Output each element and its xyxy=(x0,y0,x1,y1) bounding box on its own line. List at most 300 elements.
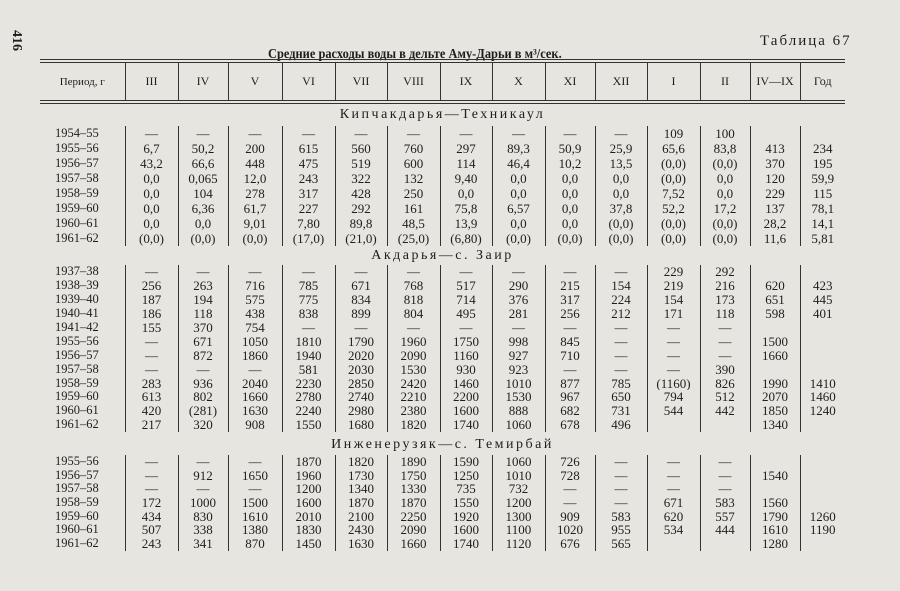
value-cell: — xyxy=(492,321,545,335)
value-cell xyxy=(750,362,800,376)
value-cell xyxy=(800,496,845,510)
value-cell: 420 xyxy=(125,404,178,418)
value-cell: 1850 xyxy=(750,404,800,418)
value-cell: 581 xyxy=(282,362,335,376)
column-header: IX xyxy=(440,61,492,102)
value-cell: 650 xyxy=(595,390,647,404)
value-cell: 1820 xyxy=(335,455,387,469)
value-cell: 50,2 xyxy=(178,141,228,156)
value-cell: — xyxy=(440,265,492,279)
value-cell: (0,0) xyxy=(125,231,178,246)
value-cell: 1340 xyxy=(335,482,387,496)
value-cell: 442 xyxy=(700,404,750,418)
value-cell: 28,2 xyxy=(750,216,800,231)
value-cell: 234 xyxy=(800,141,845,156)
value-cell: — xyxy=(647,482,700,496)
value-cell: 6,36 xyxy=(178,201,228,216)
value-cell: 583 xyxy=(595,509,647,523)
value-cell: — xyxy=(125,362,178,376)
value-cell: 2250 xyxy=(387,509,440,523)
value-cell: 0,0 xyxy=(545,171,595,186)
value-cell: 1200 xyxy=(282,482,335,496)
value-cell: 830 xyxy=(178,509,228,523)
value-cell: 173 xyxy=(700,293,750,307)
value-cell: 651 xyxy=(750,293,800,307)
value-cell: — xyxy=(387,321,440,335)
value-cell: 154 xyxy=(595,279,647,293)
value-cell: 1550 xyxy=(282,418,335,432)
value-cell: 544 xyxy=(647,404,700,418)
value-cell: 802 xyxy=(178,390,228,404)
value-cell xyxy=(800,321,845,335)
value-cell: 1650 xyxy=(228,468,282,482)
value-cell: — xyxy=(595,265,647,279)
value-cell: — xyxy=(282,126,335,141)
column-header: II xyxy=(700,61,750,102)
value-cell: — xyxy=(228,362,282,376)
value-cell: 2100 xyxy=(335,509,387,523)
value-cell: — xyxy=(492,265,545,279)
value-cell: 281 xyxy=(492,307,545,321)
value-cell: — xyxy=(125,455,178,469)
table-row xyxy=(40,141,845,156)
value-cell: 0,0 xyxy=(595,186,647,201)
value-cell: 1340 xyxy=(750,418,800,432)
period-cell: 1955–56 xyxy=(55,141,99,155)
value-cell: (281) xyxy=(178,404,228,418)
value-cell xyxy=(800,455,845,469)
value-cell: 912 xyxy=(178,468,228,482)
value-cell: 870 xyxy=(228,537,282,551)
value-cell: — xyxy=(595,348,647,362)
value-cell: (17,0) xyxy=(282,231,335,246)
value-cell: (0,0) xyxy=(595,231,647,246)
value-cell: — xyxy=(595,362,647,376)
column-header: IV xyxy=(178,61,228,102)
value-cell: 1100 xyxy=(492,523,545,537)
value-cell: 120 xyxy=(750,171,800,186)
table-row xyxy=(40,321,845,335)
table-row xyxy=(40,404,845,418)
value-cell xyxy=(800,537,845,551)
value-cell: 1630 xyxy=(335,537,387,551)
value-cell: 11,6 xyxy=(750,231,800,246)
value-cell: 1990 xyxy=(750,376,800,390)
value-cell: — xyxy=(178,455,228,469)
value-cell: 678 xyxy=(545,418,595,432)
value-cell: 534 xyxy=(647,523,700,537)
period-cell: 1957–58 xyxy=(55,362,99,376)
value-cell: 50,9 xyxy=(545,141,595,156)
value-cell: — xyxy=(595,455,647,469)
value-cell: 89,3 xyxy=(492,141,545,156)
value-cell: 0,0 xyxy=(492,216,545,231)
value-cell: — xyxy=(647,334,700,348)
value-cell: 2980 xyxy=(335,404,387,418)
value-cell: 0,0 xyxy=(700,186,750,201)
value-cell: 1500 xyxy=(750,334,800,348)
value-cell: (0,0) xyxy=(595,216,647,231)
value-cell: — xyxy=(335,126,387,141)
value-cell: — xyxy=(595,126,647,141)
table-container xyxy=(40,59,845,551)
column-header: VI xyxy=(282,61,335,102)
value-cell: 250 xyxy=(387,186,440,201)
value-cell: — xyxy=(700,348,750,362)
value-cell: 7,80 xyxy=(282,216,335,231)
value-cell: 726 xyxy=(545,455,595,469)
value-cell: 78,1 xyxy=(800,201,845,216)
value-cell: 227 xyxy=(282,201,335,216)
table-row xyxy=(40,390,845,404)
value-cell: 1600 xyxy=(440,404,492,418)
table-row xyxy=(40,496,845,510)
value-cell: 1750 xyxy=(440,334,492,348)
value-cell: 187 xyxy=(125,293,178,307)
value-cell: — xyxy=(700,482,750,496)
value-cell: 104 xyxy=(178,186,228,201)
value-cell: 1200 xyxy=(492,496,545,510)
value-cell: (0,0) xyxy=(700,216,750,231)
value-cell: 37,8 xyxy=(595,201,647,216)
value-cell: 512 xyxy=(700,390,750,404)
value-cell: — xyxy=(387,265,440,279)
period-cell: 1960–61 xyxy=(55,216,99,230)
period-cell: 1959–60 xyxy=(55,509,99,523)
value-cell: 14,1 xyxy=(800,216,845,231)
value-cell: 760 xyxy=(387,141,440,156)
value-cell: 48,5 xyxy=(387,216,440,231)
value-cell: — xyxy=(700,321,750,335)
value-cell: (0,0) xyxy=(647,216,700,231)
value-cell: 341 xyxy=(178,537,228,551)
table-row xyxy=(40,265,845,279)
value-cell xyxy=(750,482,800,496)
period-cell: 1958–59 xyxy=(55,186,99,200)
value-cell: 1020 xyxy=(545,523,595,537)
period-cell: 1959–60 xyxy=(55,201,99,215)
value-cell: 0,0 xyxy=(492,171,545,186)
value-cell: 1410 xyxy=(800,376,845,390)
value-cell: 716 xyxy=(228,279,282,293)
value-cell: 1060 xyxy=(492,418,545,432)
value-cell: 1590 xyxy=(440,455,492,469)
value-cell: 1830 xyxy=(282,523,335,537)
column-header: Год xyxy=(800,61,845,102)
value-cell: 838 xyxy=(282,307,335,321)
value-cell: (0,0) xyxy=(178,231,228,246)
value-cell: 2240 xyxy=(282,404,335,418)
value-cell xyxy=(750,126,800,141)
value-cell: 613 xyxy=(125,390,178,404)
value-cell: — xyxy=(440,126,492,141)
value-cell: 317 xyxy=(282,186,335,201)
value-cell: 620 xyxy=(647,509,700,523)
table-row xyxy=(40,509,845,523)
section-table xyxy=(40,265,845,432)
value-cell: 1240 xyxy=(800,404,845,418)
value-cell: 1460 xyxy=(800,390,845,404)
value-cell: 1960 xyxy=(387,334,440,348)
value-cell: — xyxy=(545,362,595,376)
value-cell: 1680 xyxy=(335,418,387,432)
value-cell: 224 xyxy=(595,293,647,307)
value-cell: 46,4 xyxy=(492,156,545,171)
value-cell: 317 xyxy=(545,293,595,307)
value-cell: 0,0 xyxy=(125,171,178,186)
value-cell: — xyxy=(647,321,700,335)
table-row xyxy=(40,418,845,432)
value-cell: 5,81 xyxy=(800,231,845,246)
value-cell: 927 xyxy=(492,348,545,362)
value-cell: 370 xyxy=(750,156,800,171)
value-cell: (0,0) xyxy=(545,231,595,246)
value-cell: 598 xyxy=(750,307,800,321)
value-cell: 1810 xyxy=(282,334,335,348)
value-cell: 2020 xyxy=(335,348,387,362)
value-cell: 507 xyxy=(125,523,178,537)
value-cell: — xyxy=(125,482,178,496)
value-cell: 899 xyxy=(335,307,387,321)
section-table xyxy=(40,126,845,246)
value-cell: 676 xyxy=(545,537,595,551)
value-cell: 1790 xyxy=(750,509,800,523)
value-cell: — xyxy=(228,265,282,279)
value-cell: 496 xyxy=(595,418,647,432)
value-cell xyxy=(800,348,845,362)
value-cell: 243 xyxy=(125,537,178,551)
value-cell: 0,0 xyxy=(178,216,228,231)
period-cell: 1957–58 xyxy=(55,482,99,496)
value-cell: — xyxy=(282,321,335,335)
value-cell: (0,0) xyxy=(647,156,700,171)
value-cell: 1050 xyxy=(228,334,282,348)
table-row xyxy=(40,201,845,216)
value-cell: 292 xyxy=(335,201,387,216)
value-cell: 731 xyxy=(595,404,647,418)
period-cell: 1960–61 xyxy=(55,523,99,537)
value-cell: 256 xyxy=(545,307,595,321)
period-cell: 1941–42 xyxy=(55,320,99,334)
value-cell: — xyxy=(228,482,282,496)
table-row xyxy=(40,523,845,537)
value-cell: 1820 xyxy=(387,418,440,432)
value-cell: 89,8 xyxy=(335,216,387,231)
value-cell: 0,0 xyxy=(545,216,595,231)
value-cell: (25,0) xyxy=(387,231,440,246)
value-cell: 132 xyxy=(387,171,440,186)
value-cell: 600 xyxy=(387,156,440,171)
value-cell: — xyxy=(647,468,700,482)
column-header: XII xyxy=(595,61,647,102)
value-cell: (0,0) xyxy=(647,231,700,246)
value-cell: 1190 xyxy=(800,523,845,537)
period-cell: 1955–56 xyxy=(55,334,99,348)
section-table xyxy=(40,455,845,551)
value-cell: 320 xyxy=(178,418,228,432)
value-cell: 137 xyxy=(750,201,800,216)
value-cell: 217 xyxy=(125,418,178,432)
value-cell: 1790 xyxy=(335,334,387,348)
value-cell: (0,0) xyxy=(228,231,282,246)
value-cell: 1300 xyxy=(492,509,545,523)
value-cell: 1630 xyxy=(228,404,282,418)
value-cell: 292 xyxy=(700,265,750,279)
value-cell: 9,40 xyxy=(440,171,492,186)
period-cell: 1960–61 xyxy=(55,403,99,418)
value-cell: 0,0 xyxy=(545,201,595,216)
column-header: XI xyxy=(545,61,595,102)
value-cell: — xyxy=(335,321,387,335)
value-cell: 560 xyxy=(335,141,387,156)
value-cell: 9,01 xyxy=(228,216,282,231)
value-cell: 1740 xyxy=(440,537,492,551)
value-cell: 171 xyxy=(647,307,700,321)
value-cell: 290 xyxy=(492,279,545,293)
value-cell: 194 xyxy=(178,293,228,307)
value-cell xyxy=(647,537,700,551)
table-row xyxy=(40,126,845,141)
value-cell: 1660 xyxy=(228,390,282,404)
value-cell: — xyxy=(125,126,178,141)
section-title: Кипчакдарья—Техникаул xyxy=(339,107,546,122)
value-cell: 66,6 xyxy=(178,156,228,171)
table-row xyxy=(40,186,845,201)
value-cell: 794 xyxy=(647,390,700,404)
value-cell: 0,0 xyxy=(595,171,647,186)
period-cell: 1959–60 xyxy=(55,390,99,404)
value-cell: 923 xyxy=(492,362,545,376)
value-cell: 6,57 xyxy=(492,201,545,216)
value-cell: 200 xyxy=(228,141,282,156)
value-cell: 256 xyxy=(125,279,178,293)
period-cell: 1939–40 xyxy=(55,292,99,307)
value-cell xyxy=(700,537,750,551)
table-label: Таблица 67 xyxy=(760,33,852,49)
value-cell: 61,7 xyxy=(228,201,282,216)
value-cell: 172 xyxy=(125,496,178,510)
value-cell: 768 xyxy=(387,279,440,293)
value-cell: 495 xyxy=(440,307,492,321)
value-cell: — xyxy=(125,468,178,482)
value-cell: 155 xyxy=(125,321,178,335)
value-cell xyxy=(800,126,845,141)
value-cell: 1750 xyxy=(387,468,440,482)
value-cell: 1600 xyxy=(440,523,492,537)
value-cell: 1450 xyxy=(282,537,335,551)
value-cell: 0,0 xyxy=(545,186,595,201)
value-cell: 877 xyxy=(545,376,595,390)
value-cell: — xyxy=(178,482,228,496)
value-cell: — xyxy=(492,126,545,141)
column-header: VII xyxy=(335,61,387,102)
value-cell: 620 xyxy=(750,279,800,293)
page-number: 416 xyxy=(9,30,24,51)
value-cell: 1610 xyxy=(750,523,800,537)
value-cell: 2030 xyxy=(335,362,387,376)
value-cell: — xyxy=(700,334,750,348)
value-cell: 376 xyxy=(492,293,545,307)
value-cell: 2780 xyxy=(282,390,335,404)
value-cell: 1960 xyxy=(282,468,335,482)
value-cell: 338 xyxy=(178,523,228,537)
value-cell: 243 xyxy=(282,171,335,186)
value-cell: — xyxy=(228,126,282,141)
value-cell xyxy=(750,321,800,335)
value-cell: 283 xyxy=(125,376,178,390)
value-cell: 517 xyxy=(440,279,492,293)
value-cell: 1560 xyxy=(750,496,800,510)
value-cell: 1890 xyxy=(387,455,440,469)
value-cell: (0,0) xyxy=(700,231,750,246)
value-cell: 754 xyxy=(228,321,282,335)
value-cell: 65,6 xyxy=(647,141,700,156)
value-cell: 930 xyxy=(440,362,492,376)
period-cell: 1954–55 xyxy=(55,126,99,140)
value-cell: 59,9 xyxy=(800,171,845,186)
value-cell: 448 xyxy=(228,156,282,171)
value-cell: 732 xyxy=(492,482,545,496)
value-cell: 1550 xyxy=(440,496,492,510)
value-cell: — xyxy=(545,126,595,141)
value-cell: 557 xyxy=(700,509,750,523)
value-cell: 682 xyxy=(545,404,595,418)
value-cell: 0,0 xyxy=(125,186,178,201)
table-row xyxy=(40,156,845,171)
value-cell: 13,9 xyxy=(440,216,492,231)
period-cell: 1955–56 xyxy=(55,454,99,469)
value-cell: (0,0) xyxy=(492,231,545,246)
value-cell: 1740 xyxy=(440,418,492,432)
value-cell: 2090 xyxy=(387,348,440,362)
value-cell: 2070 xyxy=(750,390,800,404)
value-cell: 1870 xyxy=(335,496,387,510)
value-cell: 955 xyxy=(595,523,647,537)
table-row xyxy=(40,362,845,376)
value-cell: 967 xyxy=(545,390,595,404)
value-cell xyxy=(800,482,845,496)
value-cell: 1060 xyxy=(492,455,545,469)
value-cell: 7,52 xyxy=(647,186,700,201)
value-cell: 1280 xyxy=(750,537,800,551)
value-cell: 1530 xyxy=(387,362,440,376)
value-cell: — xyxy=(595,482,647,496)
value-cell: 115 xyxy=(800,186,845,201)
value-cell: 583 xyxy=(700,496,750,510)
value-cell: — xyxy=(595,334,647,348)
period-cell: 1958–59 xyxy=(55,376,99,390)
table-row xyxy=(40,455,845,469)
value-cell: 2420 xyxy=(387,376,440,390)
value-cell: 52,2 xyxy=(647,201,700,216)
value-cell xyxy=(800,418,845,432)
value-cell: 83,8 xyxy=(700,141,750,156)
value-cell: 13,5 xyxy=(595,156,647,171)
value-cell: 2430 xyxy=(335,523,387,537)
value-cell: 2010 xyxy=(282,509,335,523)
column-header: X xyxy=(492,61,545,102)
value-cell: — xyxy=(545,496,595,510)
value-cell: 936 xyxy=(178,376,228,390)
value-cell: — xyxy=(595,496,647,510)
value-cell: 434 xyxy=(125,509,178,523)
value-cell: — xyxy=(595,321,647,335)
value-cell: 872 xyxy=(178,348,228,362)
value-cell: — xyxy=(228,455,282,469)
value-cell: 714 xyxy=(440,293,492,307)
value-cell: — xyxy=(335,265,387,279)
value-cell: 908 xyxy=(228,418,282,432)
